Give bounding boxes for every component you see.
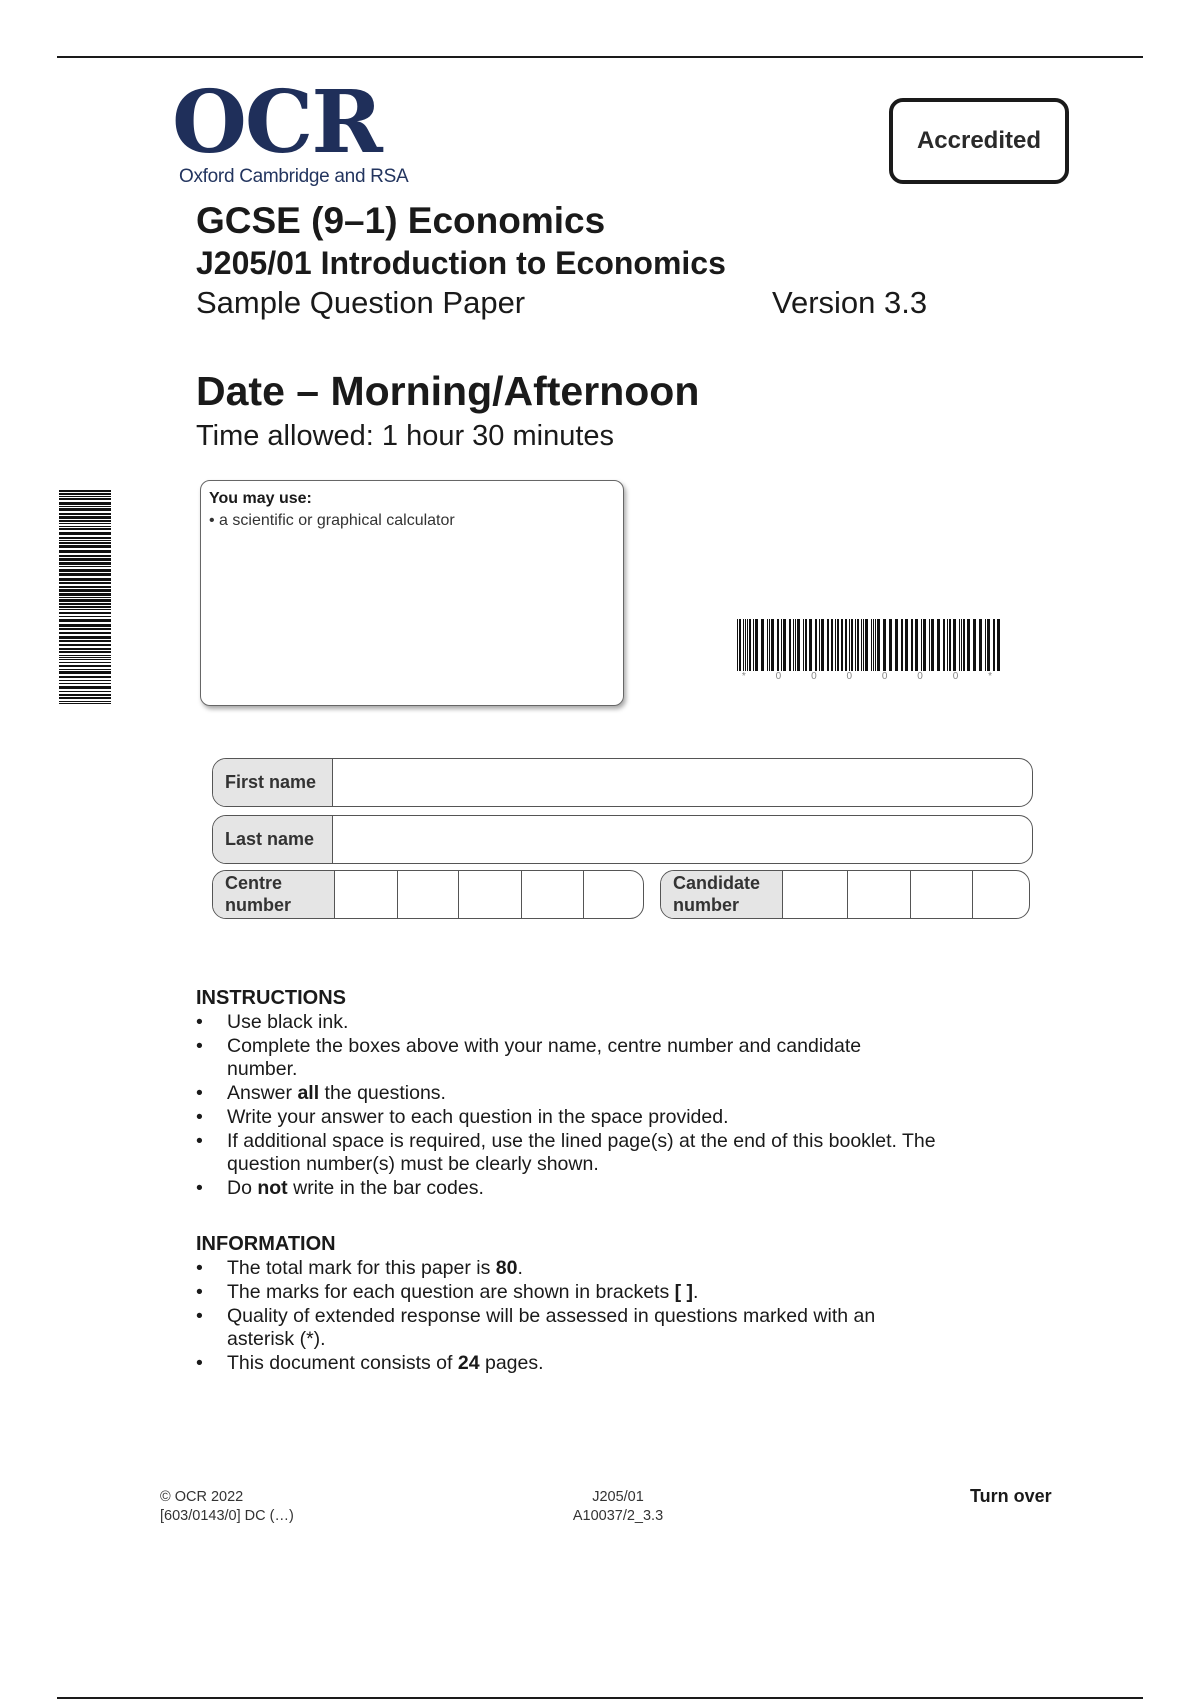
- information-item: • This document consists of 24 pages.: [196, 1352, 936, 1375]
- barcode-digit: *: [988, 671, 993, 682]
- instructions-list: [196, 1011, 936, 1201]
- first-name-row: [212, 758, 1033, 807]
- information-item: • The marks for each question are shown in brackets [ ].: [196, 1281, 936, 1304]
- information-list: [196, 1257, 936, 1376]
- candidate-number-cell[interactable]: [782, 871, 847, 918]
- ocr-logo: OCR: [172, 72, 381, 173]
- centre-number-cell[interactable]: [334, 871, 397, 918]
- candidate-number-cell[interactable]: [910, 871, 972, 918]
- you-may-use-item: • a scientific or graphical calculator: [209, 512, 455, 529]
- ocr-logo-subtitle: Oxford Cambridge and RSA: [179, 166, 409, 187]
- candidate-number-cell[interactable]: [972, 871, 1029, 918]
- document-ref: A10037/2_3.3: [572, 1508, 664, 1524]
- instruction-item: • Answer all the questions.: [196, 1082, 936, 1105]
- barcode-digit: 0: [775, 671, 782, 682]
- barcode-digit: 0: [811, 671, 817, 682]
- paper-type: Sample Question Paper: [196, 285, 526, 320]
- side-barcode: [59, 490, 111, 704]
- instruction-item: • Do not write in the bar codes.: [196, 1177, 936, 1200]
- candidate-number-label: Candidate number: [661, 871, 782, 918]
- instruction-item: • Write your answer to each question in the space provided.: [196, 1106, 936, 1129]
- candidate-number-row: [660, 870, 1030, 919]
- centre-number-cell[interactable]: [397, 871, 458, 918]
- paper-code: J205/01: [592, 1489, 644, 1505]
- centre-number-row: [212, 870, 644, 919]
- paper-title: J205/01 Introduction to Economics: [196, 245, 726, 281]
- information-item: • Quality of extended response will be assessed in questions marked with an asterisk (*).: [196, 1305, 936, 1351]
- footer-center: [568, 1488, 668, 1526]
- qualification-title: GCSE (9–1) Economics: [196, 200, 606, 241]
- exam-date: Date – Morning/Afternoon: [196, 368, 700, 414]
- centre-number-cell[interactable]: [458, 871, 521, 918]
- copyright: © OCR 2022: [160, 1489, 244, 1505]
- time-allowed: Time allowed: 1 hour 30 minutes: [196, 420, 615, 452]
- information-item: • The total mark for this paper is 80.: [196, 1257, 936, 1280]
- turn-over-label: Turn over: [970, 1486, 1052, 1506]
- centre-number-cell[interactable]: [583, 871, 643, 918]
- information-heading: INFORMATION: [196, 1233, 336, 1255]
- barcode-digit: 0: [881, 671, 888, 682]
- footer-left: [160, 1488, 294, 1526]
- last-name-row: [212, 815, 1033, 864]
- paper-barcode: [737, 619, 1001, 671]
- version-label: Version 3.3: [772, 285, 928, 320]
- centre-number-cell[interactable]: [521, 871, 583, 918]
- instruction-item: • Use black ink.: [196, 1011, 936, 1034]
- instruction-item: • If additional space is required, use the lined page(s) at the end of this booklet. The question number(s) must be clearly shown.: [196, 1130, 936, 1176]
- centre-number-label: Centre number: [213, 871, 334, 918]
- barcode-digit: 0: [952, 671, 959, 682]
- accredited-badge: Accredited: [889, 98, 1069, 184]
- instruction-item: • Complete the boxes above with your name, centre number and candidate number.: [196, 1035, 936, 1081]
- last-name-label: Last name: [213, 816, 333, 863]
- barcode-digit: *: [741, 671, 746, 682]
- first-name-field[interactable]: [333, 759, 1032, 806]
- candidate-number-cell[interactable]: [847, 871, 910, 918]
- barcode-digit: 0: [917, 671, 923, 682]
- barcode-digit: 0: [846, 671, 853, 682]
- qualification-code: [603/0143/0] DC (…): [160, 1508, 294, 1524]
- you-may-use-heading: You may use:: [209, 490, 312, 507]
- top-rule: [57, 56, 1143, 58]
- barcode-digits: [727, 671, 1007, 682]
- last-name-field[interactable]: [333, 816, 1032, 863]
- first-name-label: First name: [213, 759, 333, 806]
- you-may-use-box: [200, 480, 624, 706]
- bottom-rule: [57, 1697, 1143, 1699]
- instructions-heading: INSTRUCTIONS: [196, 987, 346, 1009]
